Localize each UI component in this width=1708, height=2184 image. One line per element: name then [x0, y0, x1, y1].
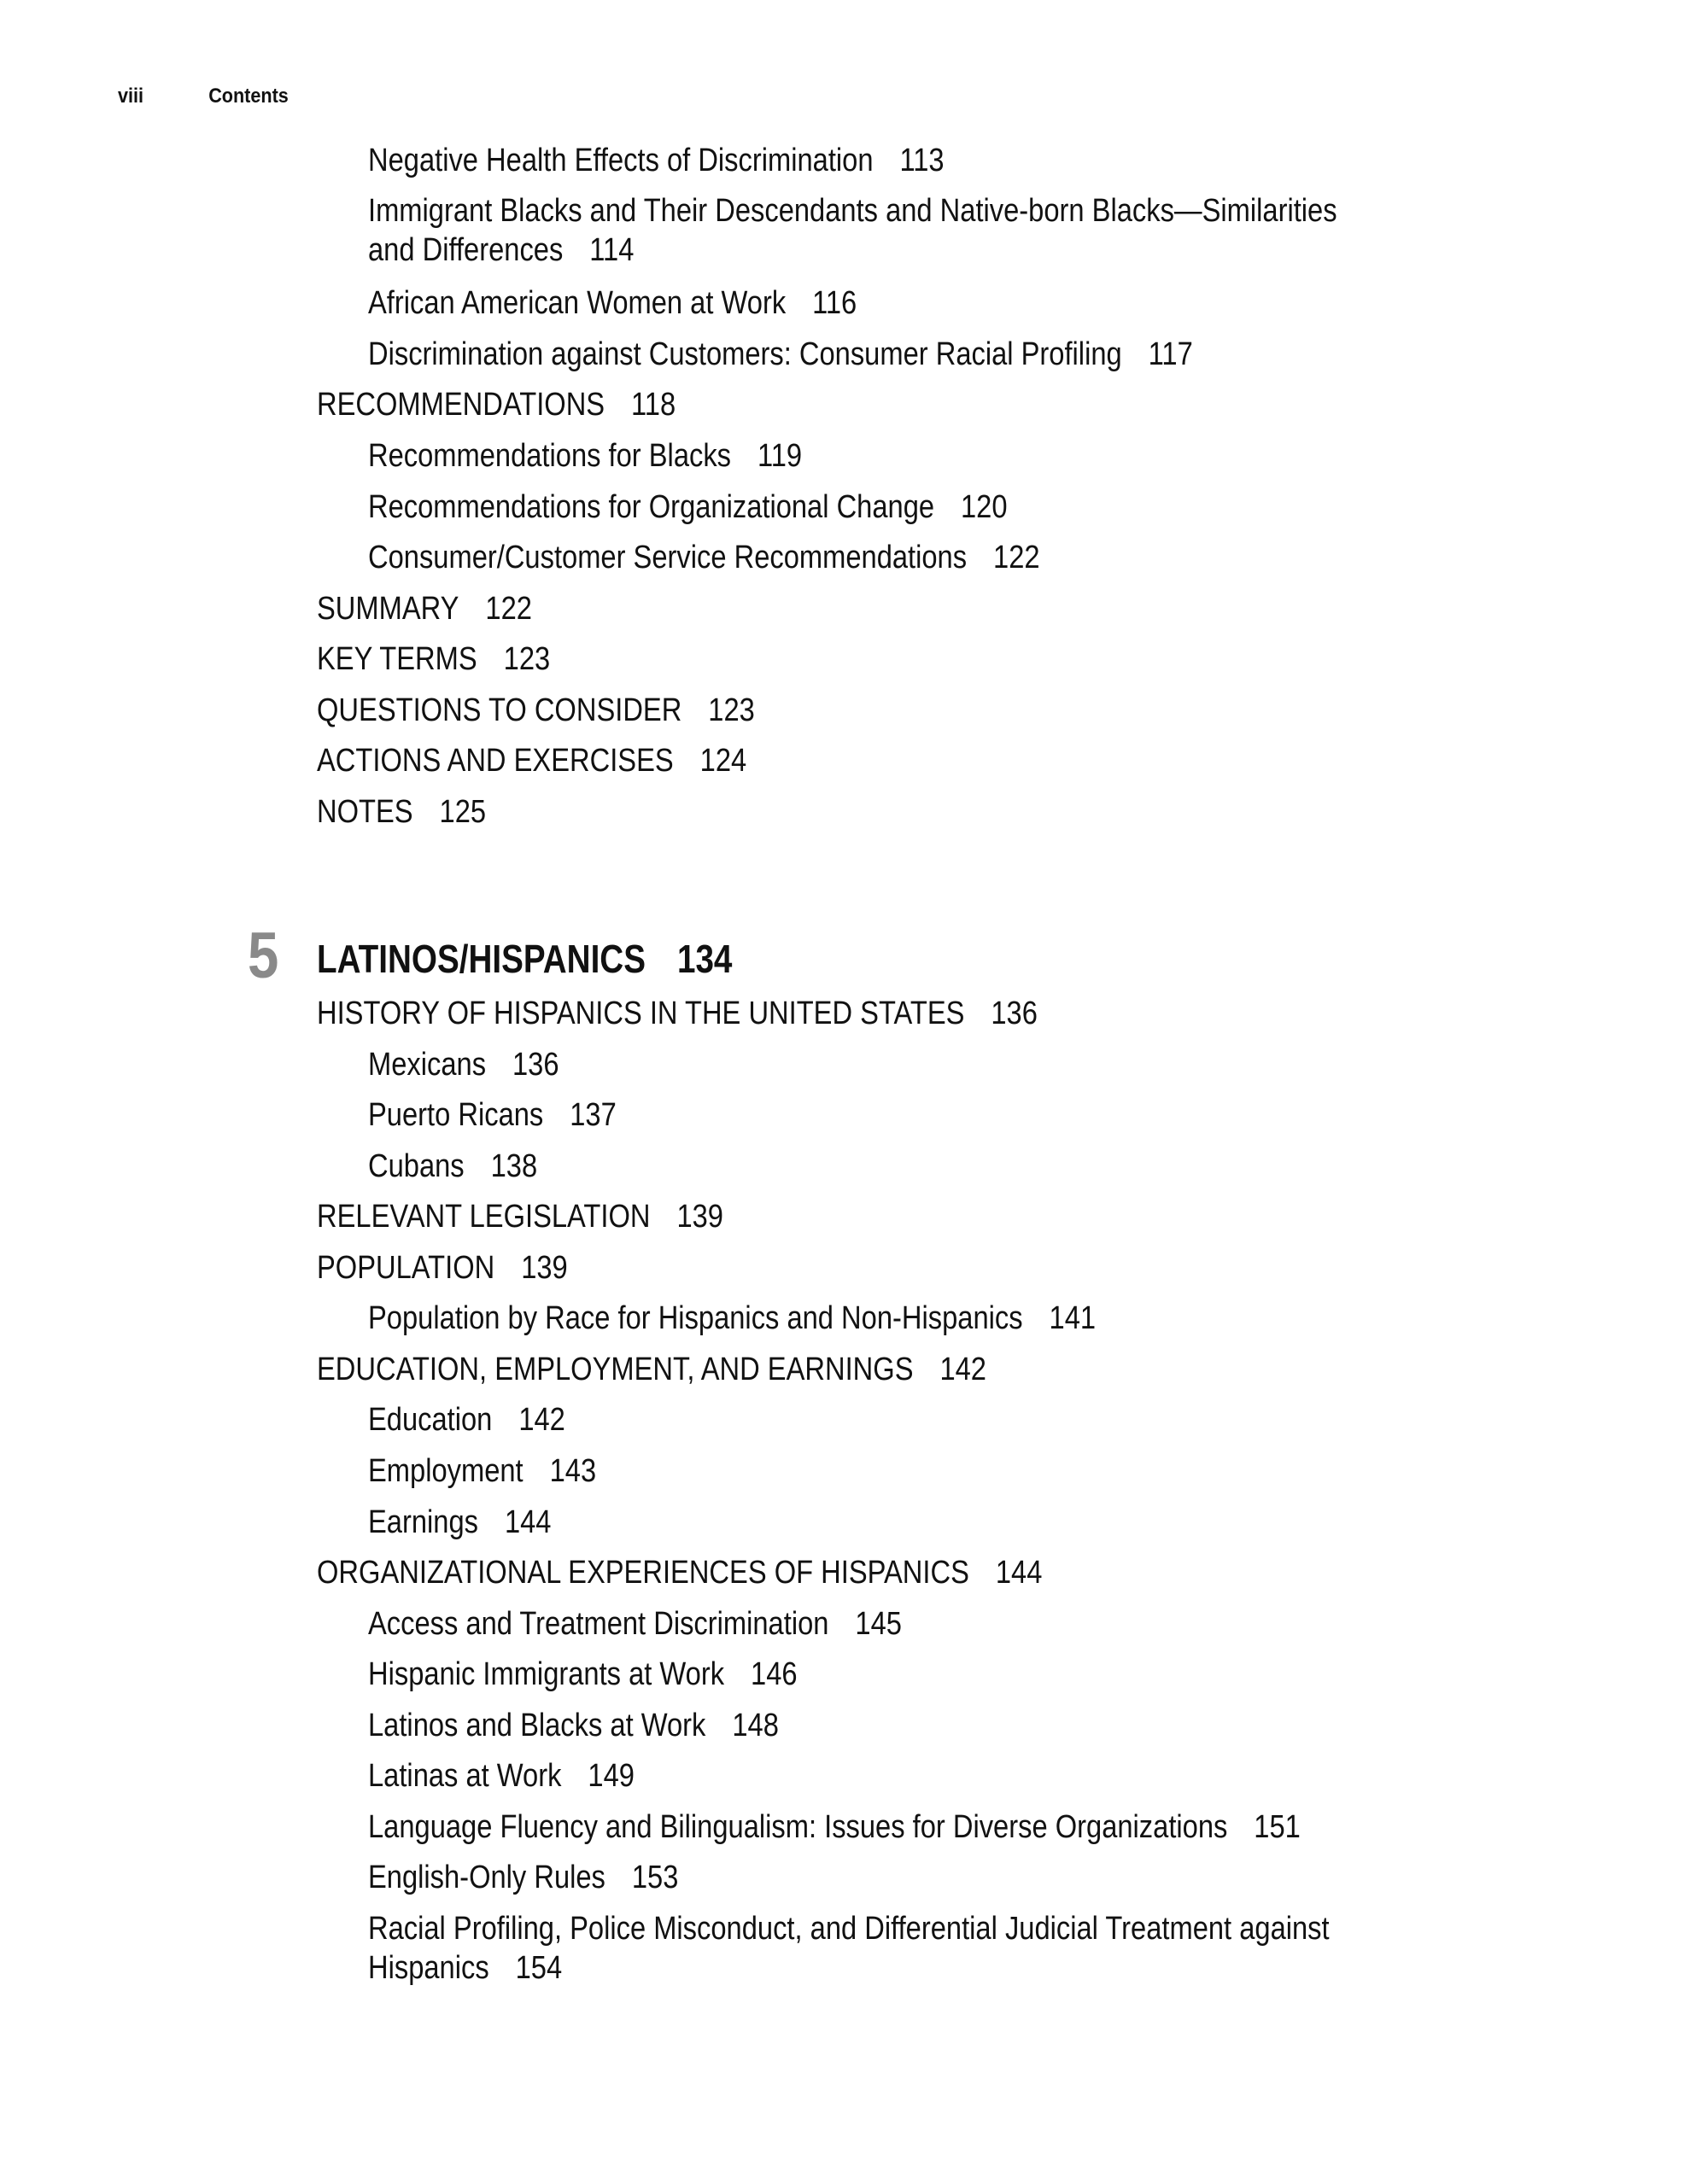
toc-entry-title: POPULATION [317, 1250, 495, 1286]
page-folio: viii [118, 85, 144, 108]
toc-entry-title: Discrimination against Customers: Consumer Racial Profiling [368, 336, 1122, 372]
toc-entry-title: KEY TERMS [317, 641, 477, 677]
toc-entry-title: Recommendations for Organizational Change [368, 489, 935, 525]
toc-entry-title: Mexicans [368, 1047, 487, 1083]
toc-entry-page: 116 [812, 285, 857, 321]
toc-entry-population[interactable] [317, 1248, 568, 1288]
toc-entry-page: 142 [939, 1352, 986, 1387]
toc-entry-page: 148 [732, 1708, 779, 1743]
toc-entry-title: NOTES [317, 794, 413, 830]
toc-entry-english-only[interactable] [368, 1858, 678, 1897]
toc-entry-title: Cubans [368, 1148, 465, 1184]
toc-entry-consumer-service[interactable] [368, 538, 1040, 577]
toc-entry-title: Education [368, 1402, 493, 1438]
toc-entry-page: 113 [899, 143, 945, 178]
toc-entry-title: ACTIONS AND EXERCISES [317, 743, 674, 779]
toc-entry-title: Employment [368, 1453, 524, 1489]
toc-entry-hispanic-immigrants[interactable] [368, 1655, 798, 1694]
toc-entry-immigrant-blacks[interactable] [368, 191, 1337, 270]
toc-entry-employment[interactable] [368, 1451, 596, 1491]
toc-entry-african-american-women[interactable] [368, 283, 857, 323]
toc-entry-title: Consumer/Customer Service Recommendations [368, 540, 968, 575]
toc-entry-page: 149 [588, 1758, 635, 1794]
chapter-title-text: LATINOS/HISPANICS [317, 937, 646, 981]
toc-entry-page: 144 [504, 1504, 552, 1540]
toc-entry-questions[interactable] [317, 691, 755, 730]
toc-entry-title: Hispanic Immigrants at Work [368, 1656, 725, 1692]
toc-entry-notes[interactable] [317, 792, 486, 832]
running-head-label: Contents [208, 85, 289, 108]
toc-entry-page: 120 [961, 489, 1008, 525]
chapter-title[interactable] [317, 936, 732, 982]
toc-entry-title: Population by Race for Hispanics and Non-Hispanics [368, 1300, 1023, 1336]
toc-entry-page: 117 [1148, 336, 1193, 372]
toc-entry-page: 144 [995, 1555, 1043, 1591]
toc-entry-page: 145 [855, 1606, 902, 1642]
toc-entry-cubans[interactable] [368, 1147, 537, 1186]
toc-entry-relevant-legislation[interactable] [317, 1197, 723, 1236]
toc-entry-racial-profiling[interactable] [368, 1909, 1330, 1988]
toc-entry-education[interactable] [368, 1400, 565, 1439]
toc-entry-mexicans[interactable] [368, 1045, 559, 1084]
toc-entry-earnings[interactable] [368, 1503, 551, 1542]
toc-entry-actions-exercises[interactable] [317, 741, 746, 780]
toc-entry-page: 122 [485, 591, 532, 627]
toc-entry-recommendations-organizational[interactable] [368, 488, 1008, 527]
toc-entry-title: Access and Treatment Discrimination [368, 1606, 829, 1642]
toc-entry-page: 153 [631, 1860, 679, 1895]
toc-entry-page: 137 [570, 1097, 617, 1133]
toc-entry-title: Immigrant Blacks and Their Descendants and Native-born Blacks—Similarities [368, 193, 1337, 229]
toc-entry-title: Latinas at Work [368, 1758, 562, 1794]
toc-entry-key-terms[interactable] [317, 639, 550, 679]
toc-entry-negative-health-effects[interactable] [368, 141, 945, 180]
toc-entry-title: EDUCATION, EMPLOYMENT, AND EARNINGS [317, 1352, 914, 1387]
toc-entry-title: Earnings [368, 1504, 478, 1540]
toc-entry-title: English-Only Rules [368, 1860, 605, 1895]
toc-entry-title: Latinos and Blacks at Work [368, 1708, 706, 1743]
toc-entry-page: 146 [751, 1656, 798, 1692]
toc-entry-title: Negative Health Effects of Discrimination [368, 143, 874, 178]
toc-entry-page: 136 [991, 996, 1038, 1031]
toc-entry-history-hispanics[interactable] [317, 994, 1038, 1033]
toc-entry-puerto-ricans[interactable] [368, 1095, 617, 1135]
toc-entry-title: African American Women at Work [368, 285, 787, 321]
toc-entry-title: RECOMMENDATIONS [317, 387, 605, 423]
toc-entry-access-treatment[interactable] [368, 1604, 902, 1644]
toc-entry-discrimination-customers[interactable] [368, 335, 1193, 374]
toc-entry-page: 123 [503, 641, 551, 677]
toc-entry-title: QUESTIONS TO CONSIDER [317, 692, 682, 728]
toc-entry-summary[interactable] [317, 589, 532, 628]
toc-entry-title: ORGANIZATIONAL EXPERIENCES OF HISPANICS [317, 1555, 969, 1591]
toc-entry-language-fluency[interactable] [368, 1807, 1301, 1847]
toc-entry-page: 114 [589, 232, 635, 268]
toc-entry-title: Language Fluency and Bilingualism: Issues for Diverse Organizations [368, 1809, 1228, 1845]
toc-entry-title: RELEVANT LEGISLATION [317, 1199, 651, 1235]
toc-entry-organizational-experiences[interactable] [317, 1553, 1042, 1592]
toc-entry-page: 118 [631, 387, 676, 423]
toc-entry-page: 142 [518, 1402, 565, 1438]
toc-entry-title: SUMMARY [317, 591, 459, 627]
toc-entry-page: 124 [699, 743, 747, 779]
toc-entry-education-employment-earnings[interactable] [317, 1350, 986, 1389]
toc-entry-title: Puerto Ricans [368, 1097, 544, 1133]
toc-entry-population-by-race[interactable] [368, 1299, 1096, 1338]
toc-entry-title-continued: Hispanics [368, 1950, 489, 1986]
toc-entry-recommendations[interactable] [317, 385, 676, 424]
toc-entry-title: HISTORY OF HISPANICS IN THE UNITED STATES [317, 996, 965, 1031]
toc-entry-page: 125 [439, 794, 487, 830]
toc-entry-latinas[interactable] [368, 1756, 635, 1796]
toc-entry-page: 136 [512, 1047, 559, 1083]
toc-entry-title-continued: and Differences [368, 232, 564, 268]
toc-entry-page: 151 [1254, 1809, 1301, 1845]
toc-entry-page: 138 [490, 1148, 538, 1184]
toc-entry-latinos-blacks[interactable] [368, 1706, 779, 1745]
chapter-page: 134 [676, 937, 733, 981]
toc-entry-page: 119 [757, 438, 803, 474]
toc-entry-page: 123 [708, 692, 755, 728]
chapter-number: 5 [248, 920, 279, 992]
toc-entry-page: 139 [676, 1199, 723, 1235]
toc-entry-page: 122 [993, 540, 1040, 575]
toc-entry-page: 141 [1049, 1300, 1097, 1336]
toc-entry-page: 154 [515, 1950, 563, 1986]
toc-entry-title: Racial Profiling, Police Misconduct, and Differential Judicial Treatment against [368, 1911, 1330, 1947]
toc-entry-page: 143 [549, 1453, 597, 1489]
toc-entry-title: Recommendations for Blacks [368, 438, 732, 474]
toc-entry-recommendations-blacks[interactable] [368, 436, 802, 476]
toc-entry-page: 139 [521, 1250, 568, 1286]
